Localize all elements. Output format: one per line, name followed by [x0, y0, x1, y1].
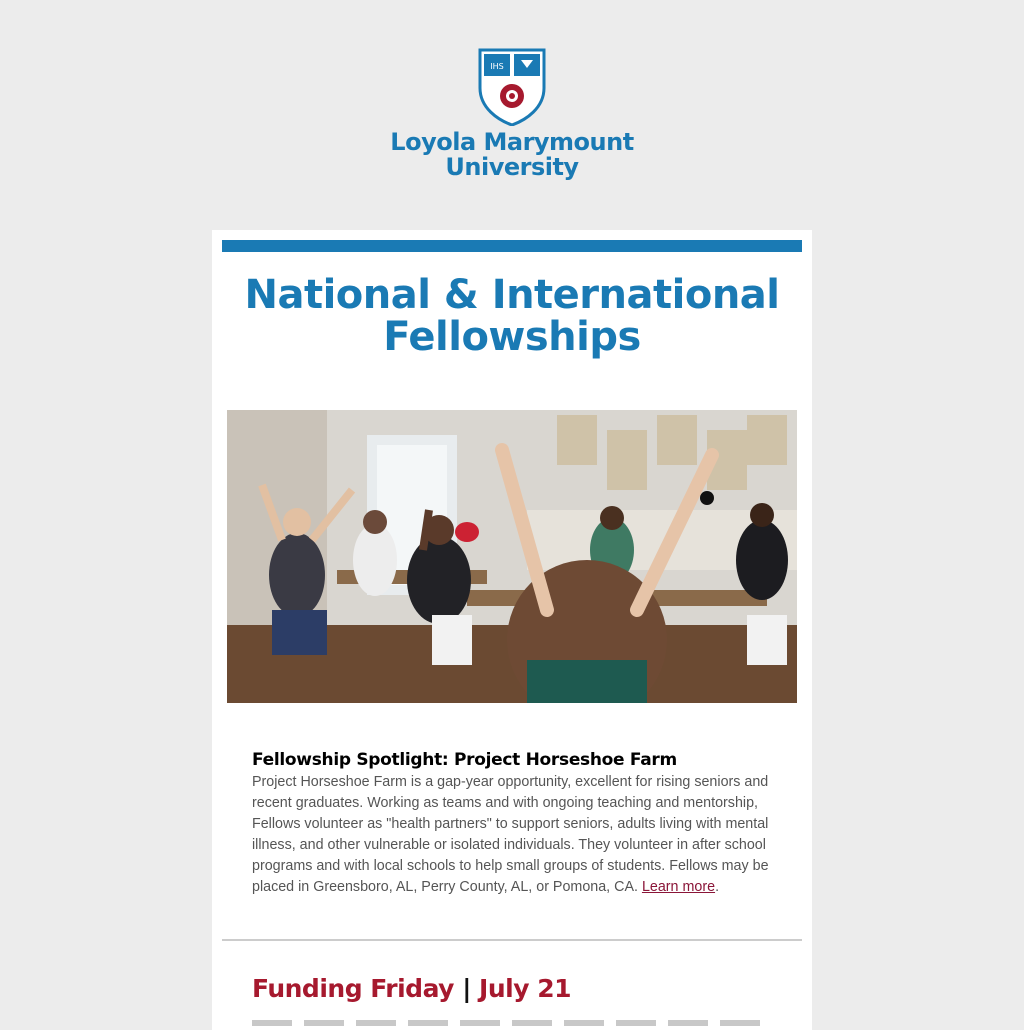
section-divider	[222, 939, 802, 941]
logo-wordmark	[390, 130, 633, 180]
spotlight-body	[252, 772, 772, 898]
hero-photo	[227, 410, 797, 703]
logo-line-2: University	[445, 153, 579, 181]
spotlight-title: Fellowship Spotlight: Project Horseshoe Farm	[252, 750, 677, 770]
cut-off-text-row	[252, 1020, 772, 1026]
spotlight-end-punct: .	[715, 879, 720, 895]
university-logo[interactable]	[0, 48, 1024, 180]
fellows-raising-hands-photo	[227, 410, 797, 703]
learn-more-link[interactable]: Learn more	[641, 879, 716, 895]
funding-separator: |	[462, 974, 471, 1003]
spotlight-text: Project Horseshoe Farm is a gap-year opportunity, excellent for rising seniors and recent graduates. Working as teams and with ongoing teaching and mentorship, Fellows volunteer as "health partners" to support seniors, adults living with mental illness, and other vulnerable or isolated individuals. They volunteer in after school programs and with local schools to help small groups of students. Fellows may be placed in Greensboro, AL, Perry County, AL, or Pomona, CA.	[252, 774, 769, 895]
newsletter-title: National & International Fellowships	[244, 272, 780, 360]
funding-label: Funding Friday	[252, 974, 454, 1003]
logo-line-1: Loyola Marymount	[390, 128, 634, 156]
svg-text:IHS: IHS	[490, 62, 504, 71]
shield-lion-crest-icon	[478, 48, 546, 126]
accent-bar	[222, 240, 802, 252]
newsletter-card	[212, 230, 812, 1030]
funding-heading	[252, 974, 792, 1003]
funding-date: July 21	[479, 974, 572, 1003]
